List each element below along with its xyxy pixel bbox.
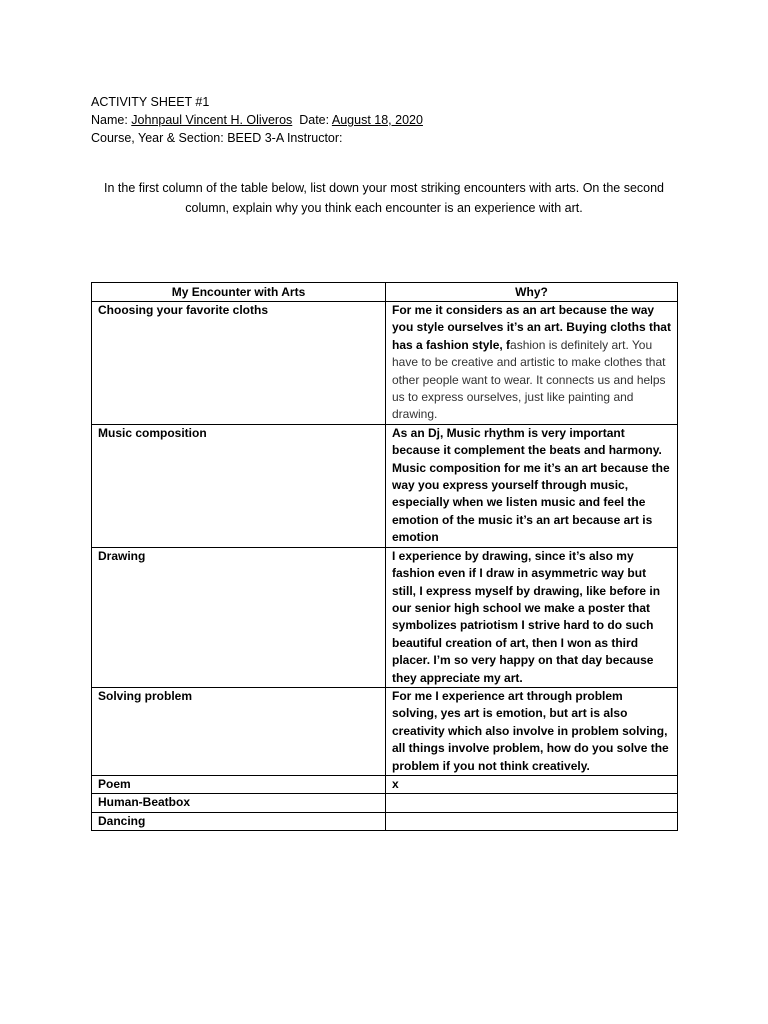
sheet-date: August 18, 2020 bbox=[331, 113, 423, 127]
date-label: Date: bbox=[299, 113, 332, 127]
table-row bbox=[92, 775, 678, 793]
table-row bbox=[92, 547, 678, 687]
encounter-cell: Solving problem bbox=[92, 687, 386, 775]
encounter-cell: Dancing bbox=[92, 812, 386, 830]
instructions-line-2: column, explain why you think each encounter is an experience with art. bbox=[185, 201, 583, 215]
why-cell: For me I experience art through problem solving, yes art is emotion, but art is also creativity which also involve in problem solving, all things involve problem, how do you solve the problem if you not think creatively. bbox=[386, 687, 678, 775]
encounter-cell: Drawing bbox=[92, 547, 386, 687]
why-text-extra: ashion is definitely art. You have to be creative and artistic to make clothes that other people want to wear. It connects us and helps us to express ourselves, just like painting and drawing. bbox=[392, 337, 666, 422]
why-text: For me it considers as an art because the way you style ourselves it’s an art. Buying cloths that has a fashion style, f bbox=[392, 303, 671, 352]
why-cell: I experience by drawing, since it’s also my fashion even if I draw in asymmetric way but still, I express myself by drawing, like before in our senior high school we make a poster that symbolizes patriotism I strive hard to do such beautiful creation of art, then I won as third placer. I’m so very happy on that day because they appreciate my art. bbox=[386, 547, 678, 687]
table-header-row bbox=[92, 283, 678, 302]
table-row bbox=[92, 424, 678, 547]
course-line: Course, Year & Section: BEED 3-A Instructor: bbox=[91, 131, 343, 145]
table-row bbox=[92, 687, 678, 775]
instructions bbox=[91, 178, 677, 218]
table-row bbox=[92, 302, 678, 425]
student-name: Johnpaul Vincent H. Oliveros bbox=[131, 113, 293, 127]
encounters-table bbox=[91, 282, 678, 831]
sheet-title: ACTIVITY SHEET #1 bbox=[91, 95, 210, 109]
why-cell bbox=[386, 302, 678, 425]
header-encounter: My Encounter with Arts bbox=[92, 283, 386, 302]
encounter-cell: Human-Beatbox bbox=[92, 794, 386, 812]
why-cell: x bbox=[386, 775, 678, 793]
encounter-cell: Poem bbox=[92, 775, 386, 793]
why-cell bbox=[386, 812, 678, 830]
why-cell: As an Dj, Music rhythm is very important because it complement the beats and harmony. Music composition for me it’s an art because the way you express yourself through music, especially when we listen music and feel the emotion of the music it’s an art because art is emotion bbox=[386, 424, 678, 547]
sheet-header bbox=[91, 93, 423, 147]
name-label: Name: bbox=[91, 113, 132, 127]
encounter-cell: Choosing your favorite cloths bbox=[92, 302, 386, 425]
header-why: Why? bbox=[386, 283, 678, 302]
encounter-cell: Music composition bbox=[92, 424, 386, 547]
name-date-line bbox=[91, 111, 423, 129]
instructions-line-1: In the first column of the table below, list down your most striking encounters with arts. On the second bbox=[104, 181, 664, 195]
why-cell bbox=[386, 794, 678, 812]
table-row bbox=[92, 812, 678, 830]
table-row bbox=[92, 794, 678, 812]
